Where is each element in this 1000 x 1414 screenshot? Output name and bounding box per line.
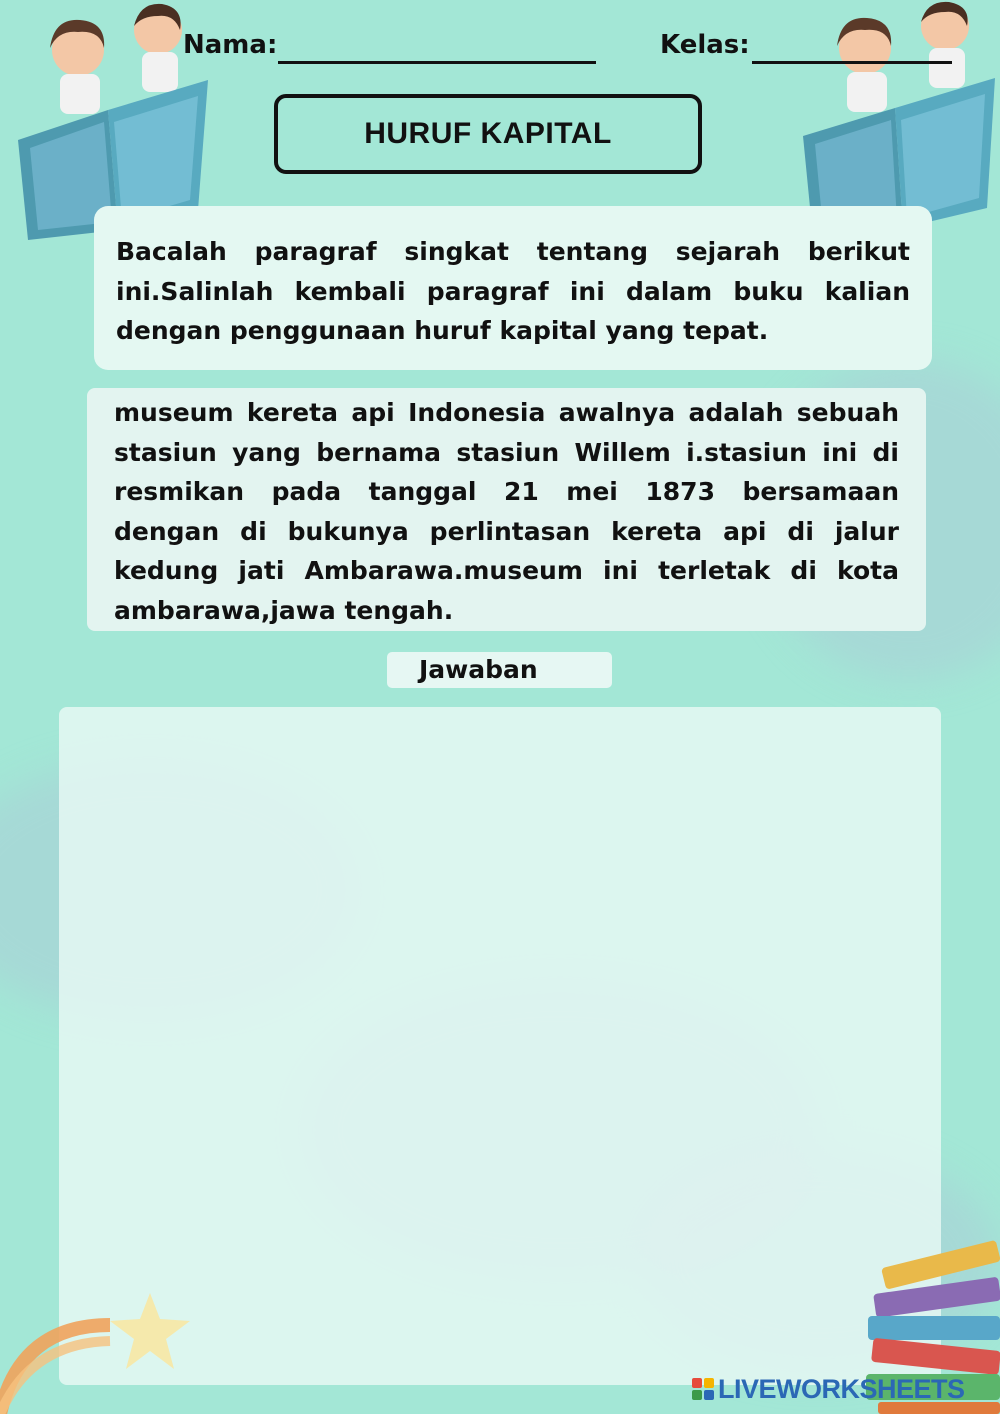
name-input-line[interactable] (278, 61, 596, 64)
rainbow-star-decoration (0, 1285, 210, 1414)
answer-label: Jawaban (387, 652, 612, 688)
page-title: HURUF KAPITAL (274, 94, 702, 174)
class-input-line[interactable] (752, 61, 952, 64)
instruction-panel (94, 206, 932, 370)
logo-icon (692, 1378, 714, 1400)
class-label: Kelas: (660, 30, 750, 60)
name-label: Nama: (183, 30, 278, 60)
passage-panel (87, 388, 926, 631)
logo-text: LIVEWORKSHEETS (718, 1373, 965, 1404)
answer-text-area[interactable] (59, 707, 941, 1385)
liveworksheets-logo (692, 1374, 965, 1404)
instruction-text: Bacalah paragraf singkat tentang sejarah berikut ini.Salinlah kembali paragraf ini dalam buku kalian dengan penggunaan huruf kapital yang tepat. (116, 237, 910, 345)
passage-text: museum kereta api Indonesia awalnya adalah sebuah stasiun yang bernama stasiun Willem i.stasiun ini di resmikan pada tanggal 21 mei 1873 bersamaan dengan di bukunya perlintasan kereta api di jalur kedung jati Ambarawa.museum ini terletak di kota ambarawa,jawa tengah. (114, 398, 899, 625)
